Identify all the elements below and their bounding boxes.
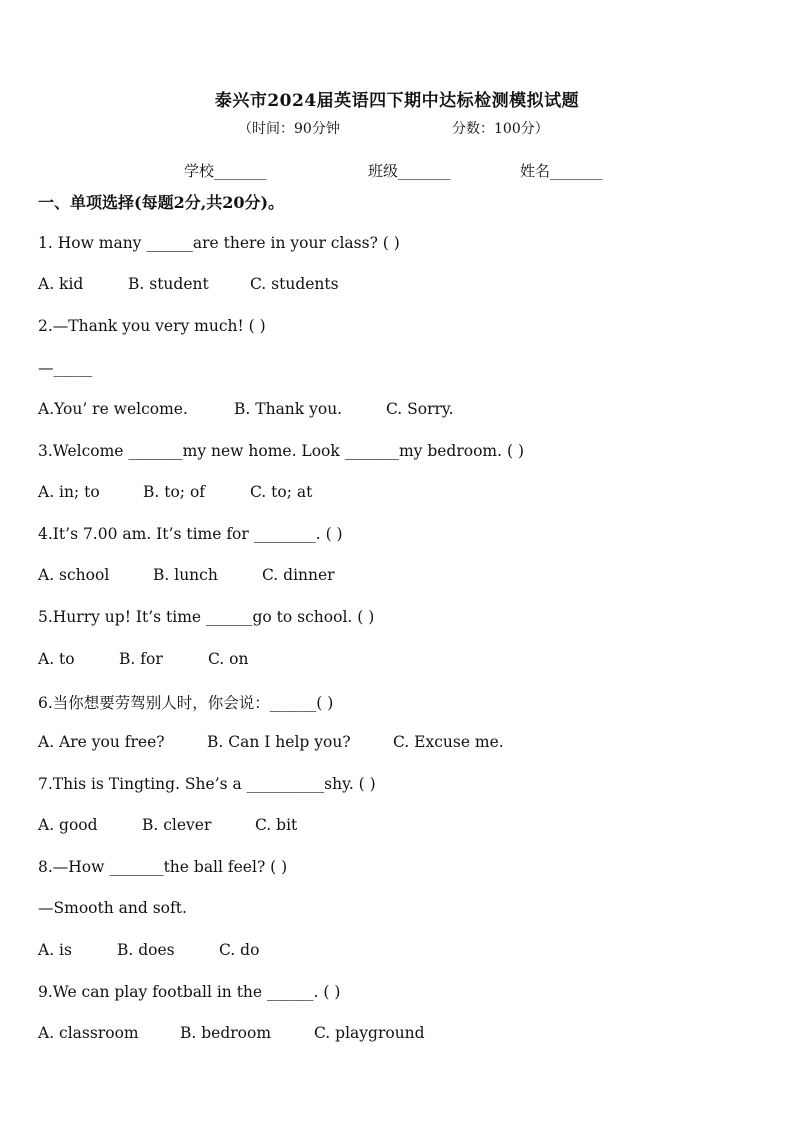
question-3-stem: 3.Welcome _______my new home. Look _______my bedroom. ( ) <box>38 442 524 460</box>
question-2-response: —_____ <box>38 359 93 377</box>
question-9-options <box>38 1024 425 1042</box>
exam-title: 泰兴市2024届英语四下期中达标检测模拟试题 <box>214 91 580 111</box>
question-3-options <box>38 483 312 501</box>
option-a: A.You’ re welcome. <box>38 400 188 418</box>
option-a: A. to <box>38 650 75 668</box>
option-c: C. bit <box>255 816 298 834</box>
option-c: C. Sorry. <box>386 400 454 418</box>
school-field: 学校_______ <box>184 162 267 180</box>
question-9-stem: 9.We can play football in the ______. ( ) <box>38 983 341 1001</box>
option-c: C. on <box>208 650 249 668</box>
option-b: B. lunch <box>153 566 218 584</box>
option-a: A. classroom <box>38 1024 139 1042</box>
option-c: C. do <box>219 941 260 959</box>
name-field: 姓名_______ <box>520 162 603 180</box>
question-8-response: —Smooth and soft. <box>38 899 187 917</box>
option-b: B. to; of <box>143 483 206 501</box>
option-b: B. clever <box>142 816 212 834</box>
question-7-options <box>38 816 297 834</box>
option-b: B. student <box>128 275 209 293</box>
exam-time: （时间：90分钟 <box>238 121 340 137</box>
option-b: B. for <box>119 650 163 668</box>
option-a: A. is <box>38 941 72 959</box>
question-4-options <box>38 566 335 584</box>
option-c: C. dinner <box>262 566 335 584</box>
question-7-stem: 7.This is Tingting. She’s a __________shy. ( ) <box>38 775 376 793</box>
option-c: C. students <box>250 275 339 293</box>
question-4-stem: 4.It’s 7.00 am. It’s time for ________. ( ) <box>38 525 343 543</box>
option-a: A. in; to <box>38 483 100 501</box>
option-a: A. kid <box>38 275 84 293</box>
class-field: 班级_______ <box>368 162 451 180</box>
question-8-stem: 8.—How _______the ball feel? ( ) <box>38 858 288 876</box>
question-1-stem: 1. How many ______are there in your class? ( ) <box>38 234 400 252</box>
option-a: A. Are you free? <box>38 733 165 751</box>
option-c: C. Excuse me. <box>393 733 504 751</box>
section-title: 一、单项选择(每题2分,共20分)。 <box>38 193 285 212</box>
option-b: B. bedroom <box>180 1024 272 1042</box>
question-6-stem: 6.当你想要劳驾别人时，你会说：______( ) <box>38 694 334 712</box>
option-a: A. good <box>38 816 98 834</box>
exam-score: 分数：100分） <box>452 121 549 137</box>
question-6-options <box>38 733 504 751</box>
option-a: A. school <box>38 566 110 584</box>
question-2-options <box>38 400 454 418</box>
question-5-stem: 5.Hurry up! It’s time ______go to school. ( ) <box>38 608 375 626</box>
question-1-options <box>38 275 339 293</box>
question-5-options <box>38 650 248 668</box>
option-c: C. playground <box>314 1024 425 1042</box>
question-8-options <box>38 941 259 959</box>
question-2-stem: 2.—Thank you very much! ( ) <box>38 317 266 335</box>
option-c: C. to; at <box>250 483 313 501</box>
option-b: B. does <box>117 941 175 959</box>
option-b: B. Can I help you? <box>207 733 351 751</box>
option-b: B. Thank you. <box>234 400 343 418</box>
